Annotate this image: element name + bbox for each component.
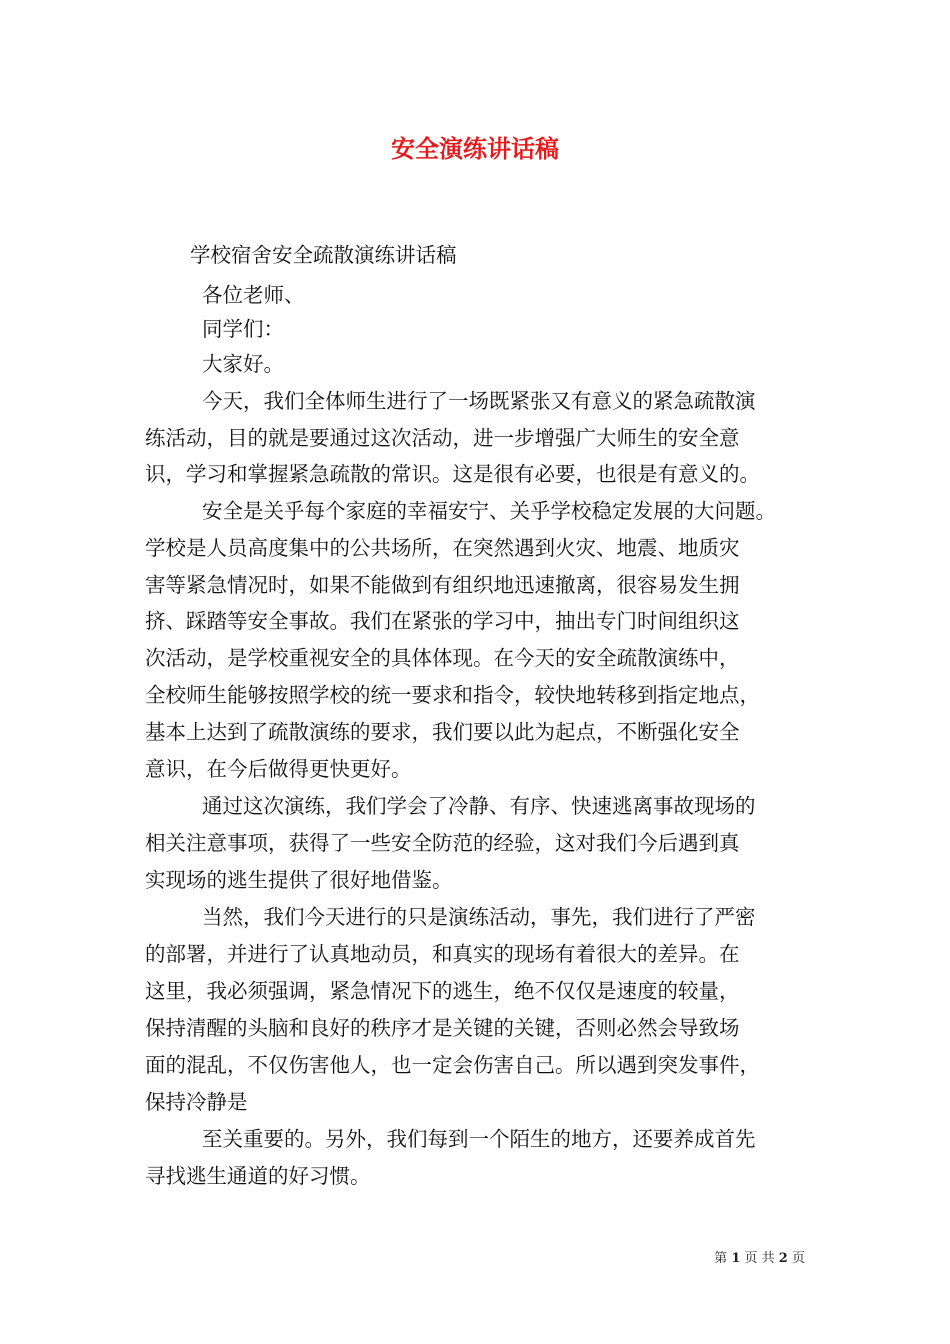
body-line: 次活动，是学校重视安全的具体体现。在今天的安全疏散演练中， <box>145 646 740 670</box>
body-line: 安全是关乎每个家庭的幸福安宁、关乎学校稳定发展的大问题。 <box>202 499 776 523</box>
greeting: 大家好。 <box>202 352 284 376</box>
footer-suffix: 页 <box>791 1251 805 1266</box>
body-line: 全校师生能够按照学校的统一要求和指令，较快地转移到指定地点， <box>145 683 760 707</box>
salutation-line: 同学们： <box>202 317 284 341</box>
body-line: 保持清醒的头脑和良好的秩序才是关键的关键，否则必然会导致场 <box>145 1016 740 1040</box>
body-line: 今天，我们全体师生进行了一场既紧张又有意义的紧急疏散演 <box>202 389 756 413</box>
body-line: 寻找逃生通道的好习惯。 <box>145 1164 371 1188</box>
body-line: 当然，我们今天进行的只是演练活动，事先，我们进行了严密 <box>202 905 756 929</box>
body-line: 基本上达到了疏散演练的要求，我们要以此为起点，不断强化安全 <box>145 720 740 744</box>
footer-prefix: 第 <box>714 1251 728 1266</box>
body-line: 害等紧急情况时，如果不能做到有组织地迅速撤离，很容易发生拥 <box>145 573 740 597</box>
body-line: 挤、踩踏等安全事故。我们在紧张的学习中，抽出专门时间组织这 <box>145 609 740 633</box>
body-line: 保持冷静是 <box>145 1090 248 1114</box>
document-title: 安全演练讲话稿 <box>391 134 559 163</box>
page-footer <box>714 1247 805 1266</box>
total-page-number: 2 <box>778 1251 788 1266</box>
body-line: 实现场的逃生提供了很好地借鉴。 <box>145 868 453 892</box>
subtitle: 学校宿舍安全疏散演练讲话稿 <box>190 243 457 267</box>
body-line: 相关注意事项，获得了一些安全防范的经验，这对我们今后遇到真 <box>145 831 740 855</box>
body-line: 的部署，并进行了认真地动员，和真实的现场有着很大的差异。在 <box>145 942 740 966</box>
body-line: 通过这次演练，我们学会了冷静、有序、快速逃离事故现场的 <box>202 794 756 818</box>
footer-middle: 页 共 <box>744 1251 775 1266</box>
body-line: 意识，在今后做得更快更好。 <box>145 757 412 781</box>
body-line: 面的混乱，不仅伤害他人，也一定会伤害自己。所以遇到突发事件， <box>145 1053 760 1077</box>
body-line: 至关重要的。另外，我们每到一个陌生的地方，还要养成首先 <box>202 1127 756 1151</box>
body-line: 学校是人员高度集中的公共场所，在突然遇到火灾、地震、地质灾 <box>145 536 740 560</box>
body-line: 这里，我必须强调，紧急情况下的逃生，绝不仅仅是速度的较量， <box>145 979 740 1003</box>
salutation-line: 各位老师、 <box>202 283 305 307</box>
current-page-number: 1 <box>731 1251 741 1266</box>
body-line: 识，学习和掌握紧急疏散的常识。这是很有必要，也很是有意义的。 <box>145 462 760 486</box>
body-line: 练活动，目的就是要通过这次活动，进一步增强广大师生的安全意 <box>145 426 740 450</box>
